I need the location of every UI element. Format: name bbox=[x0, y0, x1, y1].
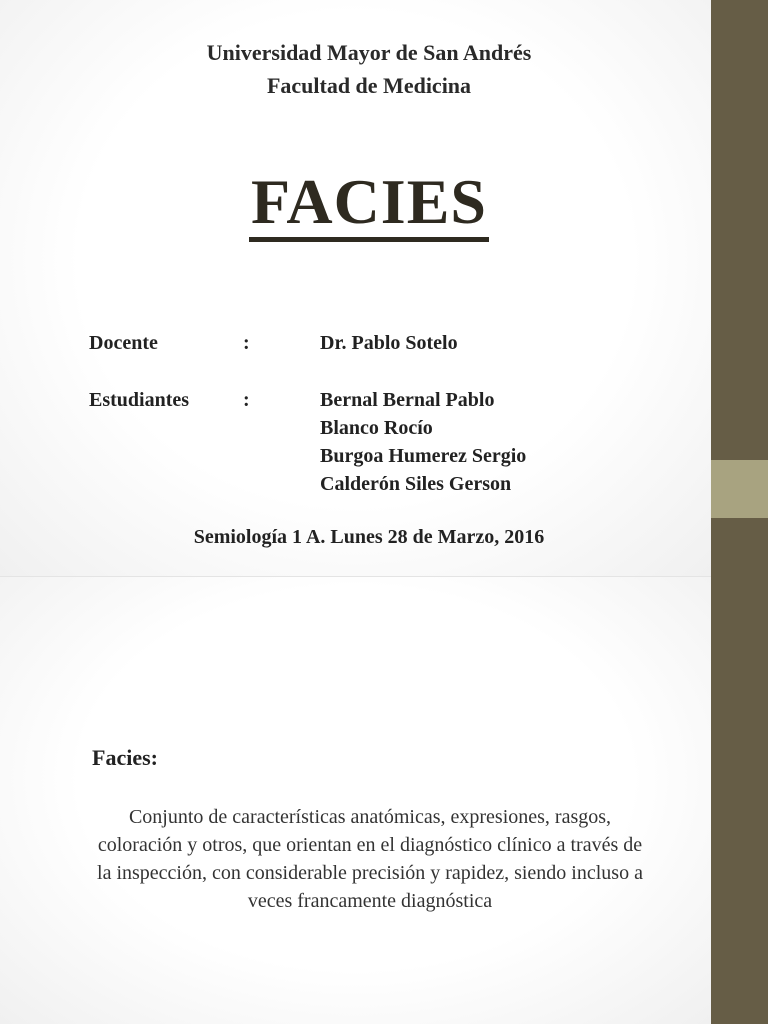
course-date: Semiología 1 A. Lunes 28 de Marzo, 2016 bbox=[193, 526, 545, 548]
definition-heading: Facies: bbox=[92, 745, 158, 770]
page-title bbox=[0, 166, 711, 238]
definition-text: Conjunto de características anatómicas, expresiones, rasgos, coloración y otros, que orientan en el diagnóstico clínico a través de la inspección, con considerable precisión y rapidez, siendo incluso a veces francamente diagnóstica bbox=[97, 806, 643, 912]
student-name: Blanco Rocío bbox=[320, 417, 433, 439]
student-name: Calderón Siles Gerson bbox=[320, 473, 512, 495]
slide-definition bbox=[0, 577, 711, 1024]
sidebar-accent bbox=[711, 460, 768, 518]
faculty-name: Facultad de Medicina bbox=[266, 73, 472, 98]
title-text: FACIES bbox=[249, 166, 489, 242]
docente-name: Dr. Pablo Sotelo bbox=[320, 332, 458, 354]
institution-header bbox=[0, 36, 711, 102]
estudiantes-colon: : bbox=[243, 389, 250, 411]
docente-colon: : bbox=[243, 332, 250, 354]
university-name: Universidad Mayor de San Andrés bbox=[206, 40, 532, 65]
docente-label: Docente bbox=[89, 332, 158, 354]
student-name: Burgoa Humerez Sergio bbox=[320, 445, 527, 467]
student-name: Bernal Bernal Pablo bbox=[320, 389, 495, 411]
estudiantes-label: Estudiantes bbox=[89, 389, 190, 411]
student-list bbox=[320, 386, 526, 498]
